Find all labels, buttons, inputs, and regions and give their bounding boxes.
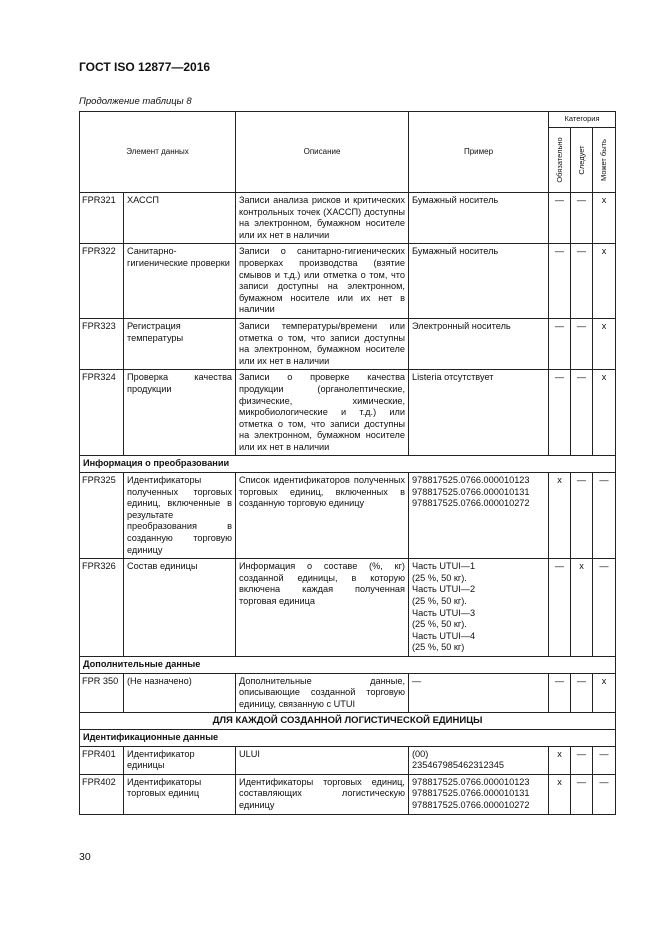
element-name-cell: Состав единицы [124,559,236,657]
example-cell [409,559,549,657]
table-section-logistic [80,713,616,746]
should-mark: — [571,673,593,713]
table-body-main [80,193,616,456]
code-cell: FPR323 [80,318,124,369]
table-row [80,193,616,244]
element-name-cell: Санитарно-гигиенические проверки [124,244,236,319]
example-line: (25 %, 50 кг) [412,642,465,653]
table-body-ident [80,746,616,814]
example-line: Бумажный носитель [412,246,499,257]
header-cat-should: Следует [571,128,593,193]
example-cell [409,193,549,244]
code-cell: FPR402 [80,774,124,814]
example-line: 978817525.0766.000010123 [412,475,530,486]
description-cell: ULUI [236,746,409,774]
example-line: 978817525.0766.000010272 [412,799,530,810]
mandatory-mark: — [549,318,571,369]
header-cat-may: Может быть [593,128,616,193]
mandatory-mark: x [549,473,571,559]
element-name-cell: Идентификаторы торговых единиц [124,774,236,814]
should-mark: — [571,370,593,456]
should-mark: — [571,473,593,559]
description-cell: Дополнительные данные, описывающие созданной торговую единицу, связанную с UTUI [236,673,409,713]
mandatory-mark: x [549,746,571,774]
example-line: 235467985462312345 [412,760,504,771]
data-table [79,111,616,815]
header-cat-mandatory: Обязательно [549,128,571,193]
should-mark: — [571,746,593,774]
table-row [80,473,616,559]
page-number: 30 [79,851,91,863]
table-row [80,774,616,814]
may-mark: x [593,370,616,456]
mandatory-mark: — [549,370,571,456]
example-cell [409,673,549,713]
example-cell [409,473,549,559]
element-name-cell: Проверка качества продукции [124,370,236,456]
code-cell: FPR325 [80,473,124,559]
mandatory-mark: — [549,193,571,244]
table-body-transform [80,473,616,657]
code-cell: FPR401 [80,746,124,774]
section-title: Дополнительные данные [80,656,616,673]
table-row [80,370,616,456]
mandatory-mark: — [549,244,571,319]
table-row [80,244,616,319]
table-caption: Продолжение таблицы 8 [79,96,192,107]
description-cell: Записи о санитарно-гигиенических проверках производства (взятие смывов и т.д.) или отметка о том, что записи доступны на электронном, бумажном носителе или их нет в наличии [236,244,409,319]
should-mark: — [571,193,593,244]
example-line: (25 %, 50 кг). [412,596,467,606]
table-body-additional [80,673,616,713]
description-cell: Записи температуры/времени или отметка о том, что записи доступны на электронном, бумажном носителе или их нет в наличии [236,318,409,369]
code-cell: FPR326 [80,559,124,657]
example-line: Часть UTUI—4 [412,630,476,641]
example-cell [409,318,549,369]
example-line: (00) [412,748,429,759]
element-name-cell: Идентификатор единицы [124,746,236,774]
table-row [80,673,616,713]
section-title: Идентификационные данные [80,729,616,746]
code-cell: FPR324 [80,370,124,456]
should-mark: — [571,318,593,369]
example-line: Часть UTUI—1 [412,561,476,572]
code-cell: FPR 350 [80,673,124,713]
description-cell: Записи анализа рисков и критических контрольных точек (ХАССП) доступны на электронном, бумажном носителе или их нет в наличии [236,193,409,244]
table-section-additional [80,656,616,673]
section-title: Информация о преобразовании [80,456,616,473]
may-mark: — [593,473,616,559]
header-example: Пример [409,112,549,193]
header-description: Описание [236,112,409,193]
mandatory-mark: x [549,774,571,814]
may-mark: — [593,774,616,814]
example-line: Часть UTUI—2 [412,584,476,595]
section-title: ДЛЯ КАЖДОЙ СОЗДАННОЙ ЛОГИСТИЧЕСКОЙ ЕДИНИЦЫ [80,713,616,730]
may-mark: x [593,244,616,319]
should-mark: — [571,774,593,814]
element-name-cell: Идентификаторы полученных торговых единиц, включенные в результате преобразования в созданную торговую единицу [124,473,236,559]
example-line: Listeria отсутствует [412,372,494,383]
example-line: (25 %, 50 кг). [412,572,467,583]
description-cell: Список идентификаторов полученных торговых единиц, включенных в созданную торговую единицу [236,473,409,559]
should-mark: x [571,559,593,657]
example-cell [409,746,549,774]
example-line: Часть UTUI—3 [412,607,476,618]
header-category: Категория [549,112,616,128]
element-name-cell: Регистрация температуры [124,318,236,369]
may-mark: — [593,559,616,657]
example-line: Электронный носитель [412,320,511,331]
example-line: 978817525.0766.000010131 [412,486,530,497]
element-name-cell: ХАССП [124,193,236,244]
description-cell: Записи о проверке качества продукции (органолептические, физические, химические, микробиологические и т.д.) или отметка о том, что записи доступны на электронном, бумажном носителе или их нет в наличии [236,370,409,456]
example-line: 978817525.0766.000010123 [412,776,530,787]
example-line: 978817525.0766.000010272 [412,498,530,509]
description-cell: Информация о составе (%, кг) созданной единицы, в которую включена каждая полученная торговая единица [236,559,409,657]
may-mark: x [593,318,616,369]
mandatory-mark: — [549,673,571,713]
example-line: 978817525.0766.000010131 [412,788,530,799]
example-line: (25 %, 50 кг). [412,619,467,630]
example-cell [409,370,549,456]
code-cell: FPR321 [80,193,124,244]
description-cell: Идентификаторы торговых единиц, составляющих логистическую единицу [236,774,409,814]
element-name-cell: (Не назначено) [124,673,236,713]
may-mark: x [593,193,616,244]
table-section-transform [80,456,616,473]
table-row [80,746,616,774]
table-row [80,559,616,657]
may-mark: — [593,746,616,774]
example-line: Бумажный носитель [412,195,499,205]
example-cell [409,774,549,814]
table-row [80,318,616,369]
header-element: Элемент данных [80,112,236,193]
document-title: ГОСТ ISO 12877—2016 [79,60,211,74]
code-cell: FPR322 [80,244,124,319]
should-mark: — [571,244,593,319]
example-line: — [412,675,422,686]
may-mark: x [593,673,616,713]
example-cell [409,244,549,319]
mandatory-mark: — [549,559,571,657]
